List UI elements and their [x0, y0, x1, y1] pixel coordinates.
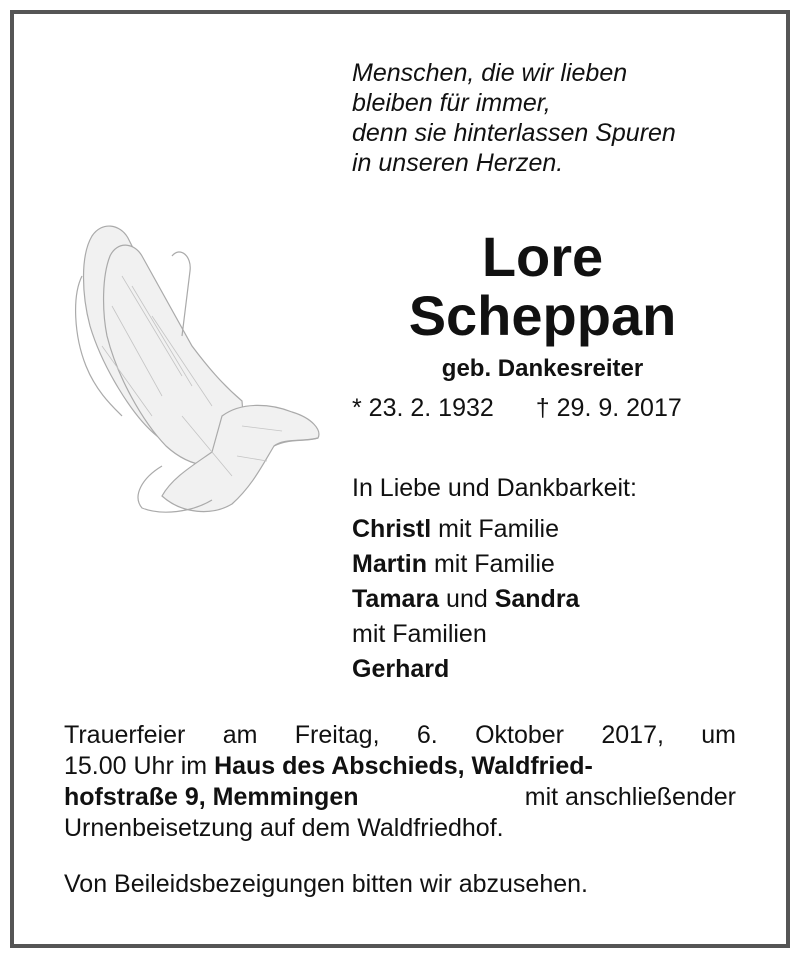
praying-hands-icon: [62, 216, 324, 528]
family-entry: [352, 547, 579, 582]
family-entry: [352, 512, 579, 547]
notice-word: Freitag,: [294, 721, 380, 749]
venue-address: hofstraße 9, Memmingen: [64, 783, 359, 811]
notice-word: 2017,: [601, 721, 664, 749]
notice-word: Oktober: [475, 721, 565, 749]
family-suffix: mit Familie: [427, 550, 555, 578]
funeral-notice: [64, 720, 736, 844]
life-dates: [352, 394, 682, 423]
family-name: Martin: [352, 550, 427, 578]
thanks-heading: In Liebe und Dankbarkeit:: [352, 474, 637, 502]
family-list: [352, 512, 579, 687]
family-name: Christl: [352, 515, 432, 543]
family-suffix: mit Familie: [431, 515, 559, 543]
death-date: † 29. 9. 2017: [535, 394, 682, 422]
notice-word: um: [701, 721, 736, 749]
family-name: Gerhard: [352, 655, 450, 683]
family-conjunction: und: [439, 585, 495, 613]
poem-line: Menschen, die wir lieben: [352, 59, 628, 87]
poem-line: denn sie hinterlassen Spuren: [352, 119, 676, 147]
notice-line: [64, 751, 736, 782]
family-name: Tamara: [352, 585, 440, 613]
venue-name: Haus des Abschieds, Waldfried-: [214, 752, 593, 780]
notice-word: am: [222, 721, 258, 749]
poem-line: bleiben für immer,: [352, 89, 551, 117]
notice-line: [64, 720, 736, 751]
birth-date: * 23. 2. 1932: [352, 394, 494, 422]
closing-note: Von Beileidsbezeigungen bitten wir abzusehen.: [64, 870, 588, 898]
family-entry: [352, 652, 579, 687]
notice-word: Trauerfeier: [64, 721, 186, 749]
notice-text: mit anschließender: [524, 783, 736, 811]
birth-name: geb. Dankesreiter: [441, 355, 644, 382]
notice-line: [64, 782, 736, 813]
deceased-first-name: Lore: [481, 225, 604, 288]
notice-text: 15.00 Uhr im: [64, 752, 215, 780]
family-entry: [352, 582, 579, 617]
poem-line: in unseren Herzen.: [352, 149, 564, 177]
poem: [352, 58, 676, 178]
notice-word: 6.: [416, 721, 438, 749]
family-entry: mit Familien: [352, 620, 487, 648]
notice-line: Urnenbeisetzung auf dem Waldfriedhof.: [64, 814, 504, 842]
deceased-last-name: Scheppan: [408, 284, 677, 347]
family-name: Sandra: [494, 585, 580, 613]
